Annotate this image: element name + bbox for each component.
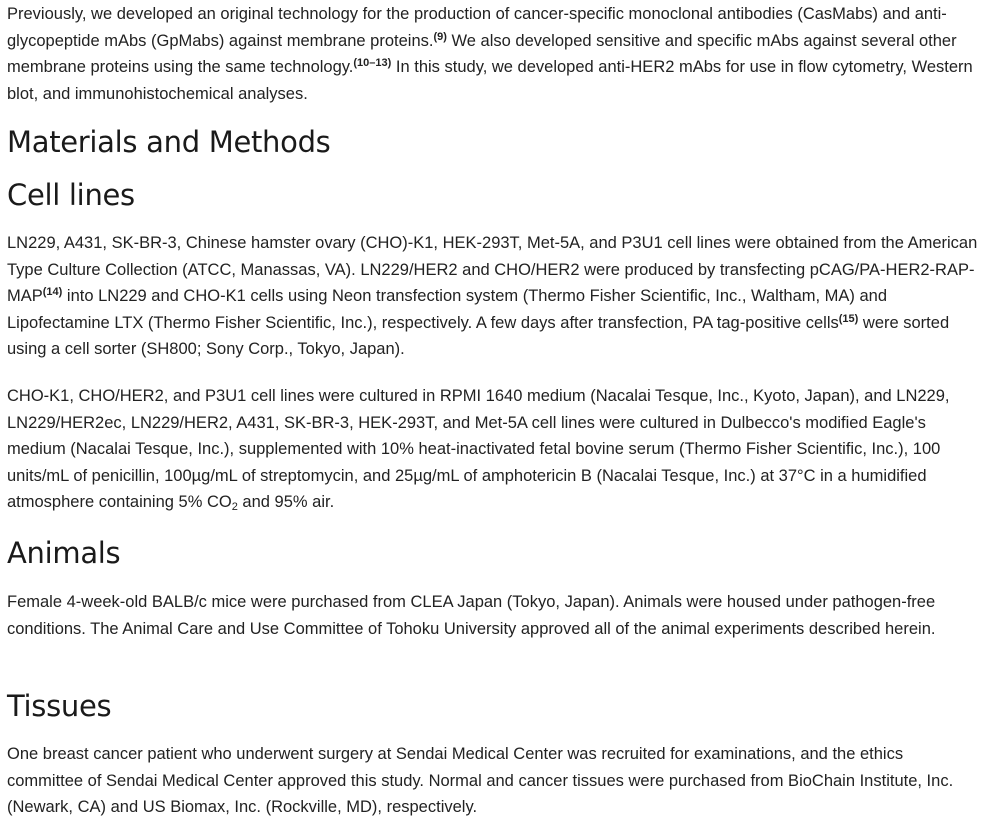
reference-link-9[interactable]: (9): [433, 30, 447, 43]
materials-methods-heading: Materials and Methods: [7, 125, 331, 159]
tissues-heading: Tissues: [7, 689, 112, 723]
cell-lines-heading: Cell lines: [7, 178, 135, 212]
cell-lines-paragraph-2: [7, 383, 979, 516]
animals-paragraph: Female 4-week-old BALB/c mice were purchased from CLEA Japan (Tokyo, Japan). Animals were housed under pathogen-free conditions. The Animal Care and Use Committee of Tohoku University approved all of the animal experiments described herein.: [7, 593, 936, 638]
reference-link-15[interactable]: (15): [838, 312, 859, 325]
cell-lines-paragraph-1: [7, 230, 979, 363]
reference-link-10-13[interactable]: (10–13): [353, 57, 392, 69]
cell-lines-p1-text-3: were sorted using a cell sorter (SH800; Sony Corp., Tokyo, Japan).: [7, 313, 950, 358]
tissues-paragraph: One breast cancer patient who underwent surgery at Sendai Medical Center was recruited for examinations, and the ethics committee of Sendai Medical Center approved this study. Normal and cancer tissues were purchased from BioChain Institute, Inc. (Newark, CA) and US Biomax, Inc. (Rockville, MD), respectively.: [7, 745, 954, 816]
intro-text-3: In this study, we developed anti-HER2 mAbs for use in flow cytometry, Western blot, and immunohistochemical analyses.: [7, 58, 973, 103]
cell-lines-p1-text-1: LN229, A431, SK-BR-3, Chinese hamster ovary (CHO)-K1, HEK-293T, Met-5A, and P3U1 cell lines were obtained from the American Type Culture Collection (ATCC, Manassas, VA). LN229/HER2 and CHO/HER2 were produced by transfecting pCAG/PA-HER2-RAP-MAP: [7, 234, 978, 305]
animals-heading: Animals: [7, 536, 121, 570]
co2-subscript: 2: [231, 501, 238, 513]
intro-paragraph: [7, 1, 979, 107]
cell-lines-p2-text-1: CHO-K1, CHO/HER2, and P3U1 cell lines were cultured in RPMI 1640 medium (Nacalai Tesque, Inc., Kyoto, Japan), and LN229, LN229/HER2ec, LN229/HER2, A431, SK-BR-3, HEK-293T, and Met-5A cell lines were cultured in Dulbecco's modified Eagle's medium (Nacalai Tesque, Inc.), supplemented with 10% heat-inactivated fetal bovine serum (Thermo Fisher Scientific, Inc.), 100 units/mL of penicillin, 100µg/mL of streptomycin, and 25µg/mL of amphotericin B (Nacalai Tesque, Inc.) at 37°C in a humidified atmosphere containing 5% CO: [7, 387, 950, 511]
cell-lines-p1-text-2: into LN229 and CHO-K1 cells using Neon transfection system (Thermo Fisher Scientific, Inc., Waltham, MA) and Lipofectamine LTX (Thermo Fisher Scientific, Inc.), respectively. A few days after transfection, PA tag-positive cells: [7, 287, 888, 332]
cell-lines-p2-text-2: and 95% air.: [237, 493, 335, 511]
intro-text-1: Previously, we developed an original technology for the production of cancer-specific monoclonal antibodies (CasMabs) and anti-glycopeptide mAbs (GpMabs) against membrane proteins.: [7, 5, 947, 50]
intro-text-2: We also developed sensitive and specific mAbs against several other membrane proteins using the same technology.: [7, 31, 957, 76]
reference-link-14[interactable]: (14): [42, 286, 63, 298]
